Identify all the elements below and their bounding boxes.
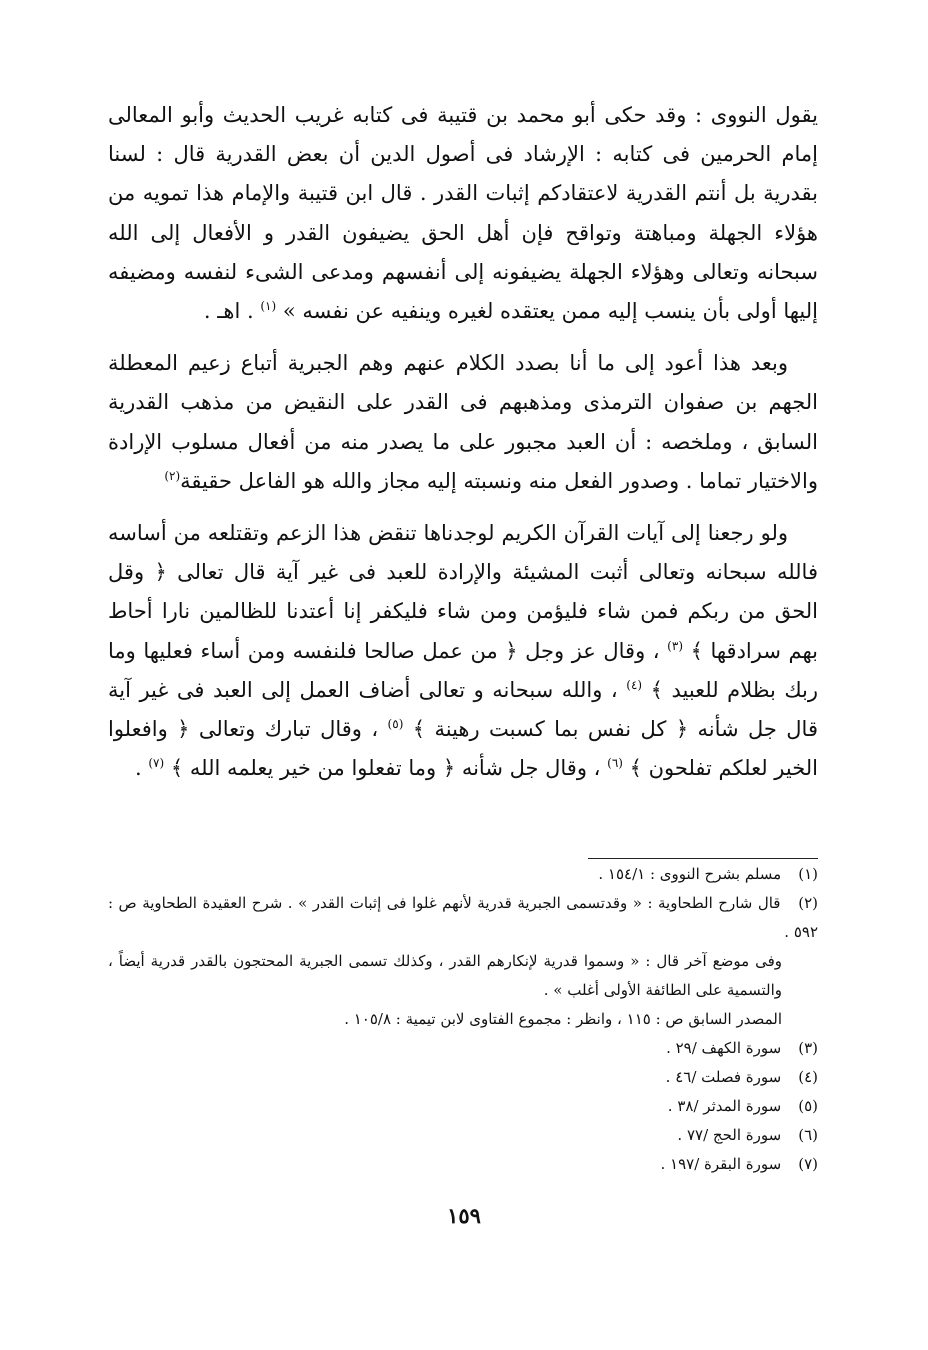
footnote-number: (٧)	[798, 1155, 818, 1173]
footnote-text: سورة فصلت /٤٦ .	[665, 1068, 782, 1086]
footnote-number: (٥)	[798, 1097, 818, 1115]
paragraph-1-text: يقول النووى : وقد حكى أبو محمد بن قتيبة فى كتابه غريب الحديث وأبو المعالى إمام الحرمين فى كتابه : الإرشاد فى أصول الدين أن بعض القدرية قال : لسنا بقدرية بل أنتم القدرية لاعتقادكم إثبات القدر . قال ابن قتيبة والإمام هذا تمويه من هؤلاء الجهلة ومباهتة وتواقح فإن أهل الحق يضيفون القدر و الأفعال إلى الله سبحانه وتعالى وهؤلاء الجهلة يضيفونه إلى أنفسهم ومدعى الشىء لنفسه ومضيفه إليها أولى بأن ينسب إليه ممن يعتقده لغيره وينفيه عن نفسه »	[108, 103, 818, 324]
footnote-ref-2[interactable]: (٢)	[164, 468, 181, 483]
footnote-number: (٤)	[798, 1068, 818, 1086]
footnote-text: سورة المدثر /٣٨ .	[667, 1097, 782, 1115]
footnote-3	[108, 1034, 818, 1063]
footnote-text: سورة البقرة /١٩٧ .	[660, 1155, 782, 1173]
footnote-ref-3[interactable]: (٣)	[667, 638, 683, 653]
footnote-2	[108, 889, 818, 947]
footnote-text: سورة الكهف /٢٩ .	[666, 1039, 782, 1057]
paragraph-2	[108, 344, 818, 501]
paragraph-1-ending: . اهـ .	[203, 299, 254, 324]
footnote-number: (٦)	[798, 1126, 818, 1144]
footnote-5	[108, 1092, 818, 1121]
main-text	[108, 96, 818, 788]
footnote-6	[108, 1121, 818, 1150]
paragraph-3-ending: .	[134, 756, 142, 781]
footnote-ref-5[interactable]: (٥)	[387, 717, 404, 732]
footnote-ref-4[interactable]: (٤)	[626, 677, 643, 692]
footnote-2-continuation-1: وفى موضع آخر قال : « وسموا قدرية لإنكارهم القدر ، وكذلك تسمى الجبرية المحتجون بالقدر قدرية أيضاً ، والتسمية على الطائفة الأولى أغلب » .	[108, 952, 782, 999]
footnote-4	[108, 1063, 818, 1092]
page-number: ١٥٩	[447, 1203, 481, 1228]
footnote-ref-7[interactable]: (٧)	[148, 756, 165, 771]
paragraph-3-text-a: ولو رجعنا إلى آيات القرآن الكريم لوجدناها تنقض هذا الزعم وتقتلعه من أساسه فالله سبحانه وتعالى أثبت المشيئة والإرادة للعبد فى غير آية قال تعالى ﴿ وقل الحق من ربكم فمن شاء فليؤمن ومن شاء فليكفر إنا أعتدنا للظالمين نارا أحاط بهم سرادقها ﴾	[108, 521, 818, 663]
footnote-text: مسلم بشرح النووى : ١٥٤/١ .	[598, 865, 782, 883]
paragraph-3-text-c: ، والله سبحانه و تعالى أضاف العمل إلى العبد فى غير آية قال جل شأنه ﴿ كل نفس بما كسبت رهينة ﴾	[108, 677, 818, 742]
footnote-text: سورة الحج /٧٧ .	[677, 1126, 782, 1144]
footnote-divider	[588, 858, 818, 859]
paragraph-3	[108, 514, 818, 788]
footnote-number: (١)	[798, 865, 818, 883]
paragraph-3-text-d: ، وقال تبارك وتعالى ﴿ وافعلوا الخير لعلكم تفلحون ﴾	[108, 717, 818, 781]
paragraph-1	[108, 96, 818, 331]
footnote-ref-6[interactable]: (٦)	[607, 756, 623, 771]
paragraph-3-text-b: ، وقال عز وجل ﴿ من عمل صالحا فلنفسه ومن أساء فعليها وما ربك بظلام للعبيد ﴾	[108, 638, 819, 702]
footnote-text: قال شارح الطحاوية : « وقدتسمى الجبرية قدرية لأنهم غلوا فى إثبات القدر » . شرح العقيدة الطحاوية ص : ٥٩٢ .	[108, 894, 818, 941]
footnote-number: (٣)	[798, 1039, 818, 1057]
footnote-7	[108, 1150, 818, 1179]
footnotes	[108, 860, 818, 1179]
footnote-1	[108, 860, 818, 889]
footnote-ref-1[interactable]: (١)	[260, 299, 277, 314]
paragraph-3-text-e: ، وقال جل شأنه ﴿ وما تفعلوا من خير يعلمه الله ﴾	[170, 756, 601, 781]
footnote-2-continuation-2: المصدر السابق ص : ١١٥ ، وانظر : مجموع الفتاوى لابن تيمية : ١٠٥/٨ .	[344, 1010, 782, 1028]
footnote-number: (٢)	[798, 894, 818, 912]
paragraph-2-text: وبعد هذا أعود إلى ما أنا بصدد الكلام عنهم وهم الجبرية أتباع زعيم المعطلة الجهم بن صفوان الترمذى ومذهبهم فى القدر على النقيض من مذهب القدرية السابق ، وملخصه : أن العبد مجبور على ما يصدر منه من أفعال مسلوب الإرادة والاختيار تماما . وصدور الفعل منه ونسبته إليه مجاز والله هو الفاعل حقيقة	[108, 351, 818, 493]
